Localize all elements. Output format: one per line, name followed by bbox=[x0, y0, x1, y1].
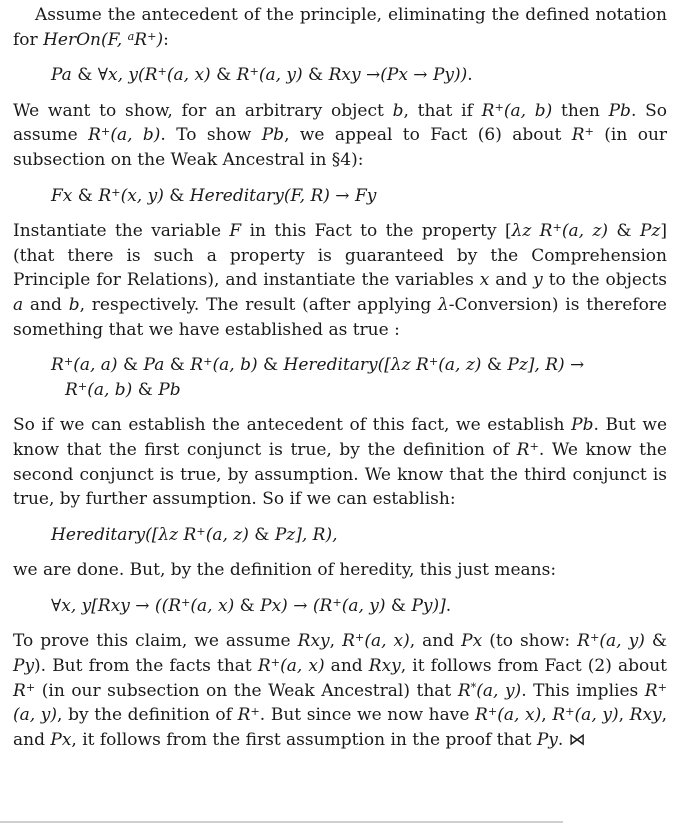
display-equation-fact-6: Fx & R+(x, y) & Hereditary(F, R) → Fy bbox=[51, 185, 377, 206]
paragraph-instantiate-variable: Instantiate the variable F in this Fact to the property [λz R+(a, z) & Pz] (that there is such a property is guaranteed by the Comprehension Principle for Relations), and instantiate the variables x and y to the objects a and b, respectively. The result (after applying λ-Conversion) is therefore something that we have established as true : bbox=[13, 221, 667, 340]
display-equation-heredity-expansion: ∀x, y[Rxy → ((R+(a, x) & Px) → (R+(a, y) & Py)]. bbox=[51, 595, 452, 616]
bottom-rule bbox=[0, 821, 563, 823]
equation-line-2: R+(a, b) & Pb bbox=[65, 379, 181, 400]
paragraph-assume-antecedent: Assume the antecedent of the principle, eliminating the defined notation for HerOn(F, $^a$R+): bbox=[13, 5, 667, 50]
paragraph-definition-of-heredity: we are done. But, by the definition of heredity, this just means: bbox=[13, 560, 557, 581]
display-equation-hereditary-claim: Hereditary([λz R+(a, z) & Pz], R), bbox=[51, 524, 338, 545]
paragraph-want-to-show: We want to show, for an arbitrary object b, that if R+(a, b) then Pb. So assume R+(a, b). To show Pb, we appeal to Fact (6) about R+ (in our subsection on the Weak Ancestral in §4): bbox=[13, 100, 668, 170]
equation-line-1: R+(a, a) & Pa & R+(a, b) & Hereditary([λz R+(a, z) & Pz], R) → bbox=[51, 355, 585, 376]
paragraph-final-proof: To prove this claim, we assume Rxy, R+(a, x), and Px (to show: R+(a, y) & Py). But from the facts that R+(a, x) and Rxy, it follows from Fact (2) about R+ (in our subsection on the Weak Ancestral) that R*(a, y). This implies R+(a, y), by the definition of R+. But since we now have R+(a, x), R+(a, y), Rxy, and Px, it follows from the first assumption in the proof that Py. ⋈ bbox=[13, 631, 668, 750]
paragraph-establish-antecedent: So if we can establish the antecedent of this fact, we establish Pb. But we know that the first conjunct is true, by the definition of R+. We know the second conjunct is true, by assumption. We know that the third conjunct is true, by further assumption. So if we can establish: bbox=[13, 415, 667, 510]
display-equation-lambda-conversion-result bbox=[51, 353, 667, 402]
display-equation-principle-antecedent: Pa & ∀x, y(R+(a, x) & R+(a, y) & Rxy →(Px → Py)). bbox=[51, 65, 473, 86]
